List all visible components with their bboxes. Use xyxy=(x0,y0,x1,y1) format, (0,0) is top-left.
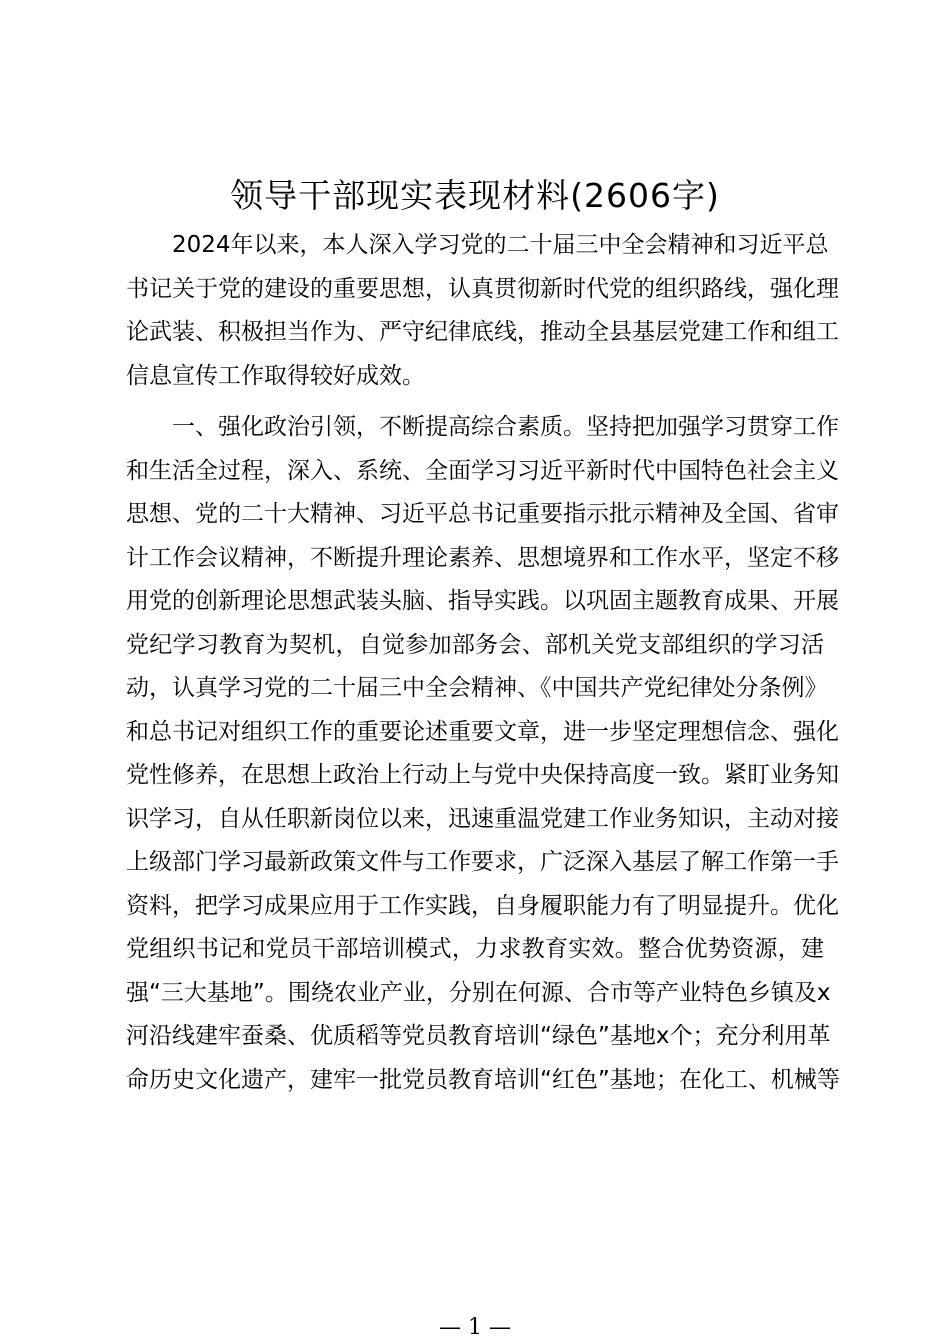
text-line: 资料，把学习成果应用于工作实践，自身履职能力有了明显提升。优化 xyxy=(126,892,839,919)
text-line: 识学习，自从任职新岗位以来，迅速重温党建工作业务知识，主动对接 xyxy=(126,805,839,832)
document-body xyxy=(126,224,840,1110)
text-line: 论武装、积极担当作为、严守纪律底线，推动全县基层党建工作和组工 xyxy=(126,319,839,345)
text-line: 动，认真学习党的二十届三中全会精神、《中国共产党纪律处分条例》 xyxy=(126,675,828,701)
text-line: 命历史文化遗产，建牢一批党员教育培训“红色”基地；在化工、机械等 xyxy=(126,1066,840,1093)
text-line: 强“三大基地”。围绕农业产业，分别在何源、合市等产业特色乡镇及x xyxy=(126,979,831,1006)
text-line: 党纪学习教育为契机，自觉参加部务会、部机关党支部组织的学习活 xyxy=(126,631,824,658)
text-line: 和总书记对组织工作的重要论述重要文章，进一步坚定理想信念、强化 xyxy=(126,718,839,745)
paragraph-section-one xyxy=(126,406,840,1102)
document-title: 领导干部现实表现材料(2606字) xyxy=(230,176,720,215)
page-number: — 1 — xyxy=(439,1315,511,1340)
text-line: 信息宣传工作取得较好成效。 xyxy=(126,362,425,389)
text-line: 2024年以来，本人深入学习党的二十届三中全会精神和习近平总 xyxy=(172,232,829,258)
text-line: 用党的创新理论思想武装头脑、指导实践。以巩固主题教育成果、开展 xyxy=(126,588,839,614)
text-line: 党组织书记和党员干部培训模式，力求教育实效。整合优势资源，建 xyxy=(126,936,824,962)
text-line: 上级部门学习最新政策文件与工作要求，广泛深入基层了解工作第一手 xyxy=(126,849,839,875)
text-line: 和生活全过程，深入、系统、全面学习习近平新时代中国特色社会主义 xyxy=(126,457,839,484)
text-line: 一、强化政治引领，不断提高综合素质。坚持把加强学习贯穿工作 xyxy=(172,414,839,440)
text-line: 书记关于党的建设的重要思想，认真贯彻新时代党的组织路线，强化理 xyxy=(126,275,839,302)
text-line: 计工作会议精神，不断提升理论素养、思想境界和工作水平，坚定不移 xyxy=(126,544,839,571)
text-line: 党性修养，在思想上政治上行动上与党中央保持高度一致。紧盯业务知 xyxy=(126,762,839,788)
paragraph-intro xyxy=(126,224,839,398)
text-line: 河沿线建牢蚕桑、优质稻等党员教育培训“绿色”基地x个；充分利用革 xyxy=(126,1023,831,1049)
text-line: 思想、党的二十大精神、习近平总书记重要指示批示精神及全国、省审 xyxy=(126,501,839,527)
